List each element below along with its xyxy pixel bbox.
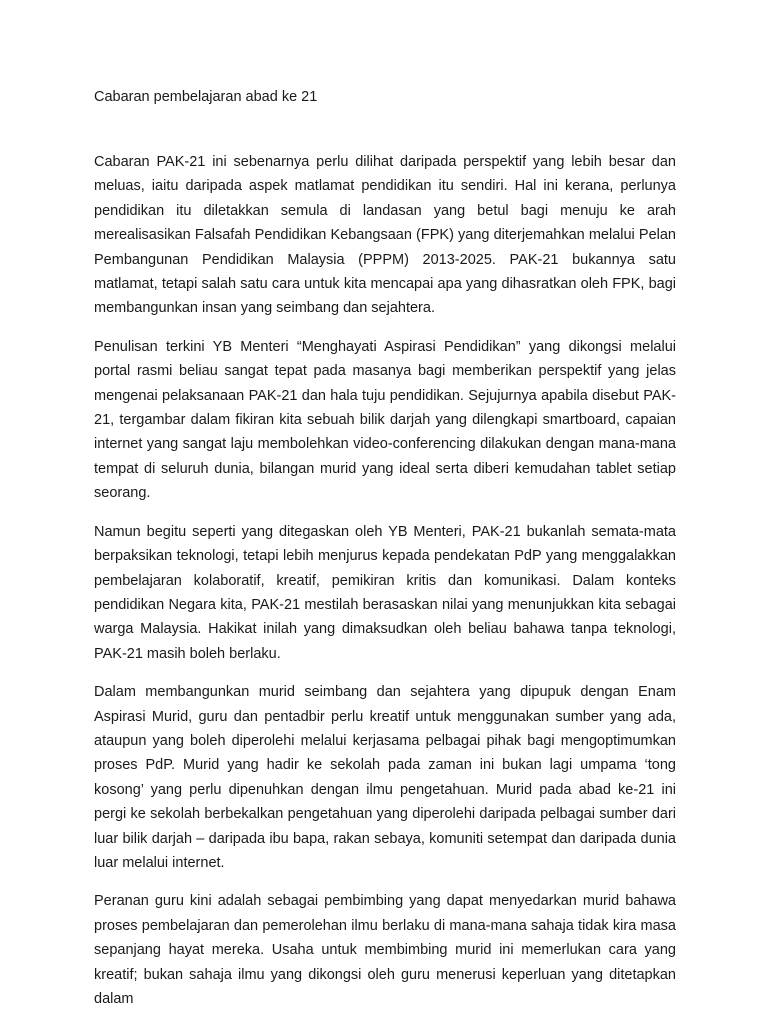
document-body xyxy=(94,150,676,1025)
paragraph-4: Dalam membangunkan murid seimbang dan sejahtera yang dipupuk dengan Enam Aspirasi Murid, guru dan pentadbir perlu kreatif untuk menggunakan sumber yang ada, ataupun yang boleh diperolehi melalui kerjasama pelbagai pihak bagi mengoptimumkan proses PdP. Murid yang hadir ke sekolah pada zaman ini bukan lagi umpama ‘tong kosong’ yang perlu dipenuhkan dengan ilmu pengetahuan. Murid pada abad ke-21 ini pergi ke sekolah berbekalkan pengetahuan yang diperolehi daripada pelbagai sumber dari luar bilik darjah – daripada ibu bapa, rakan sebaya, komuniti setempat dan daripada dunia luar melalui internet. xyxy=(94,684,676,871)
paragraph-3: Namun begitu seperti yang ditegaskan oleh YB Menteri, PAK-21 bukanlah semata-mata berpaksikan teknologi, tetapi lebih menjurus kepada pendekatan PdP yang menggalakkan pembelajaran kolaboratif, kreatif, pemikiran kritis dan komunikasi. Dalam konteks pendidikan Negara kita, PAK-21 mestilah berasaskan nilai yang menunjukkan kita sebagai warga Malaysia. Hakikat inilah yang dimaksudkan oleh beliau bahawa tanpa teknologi, PAK-21 masih boleh berlaku. xyxy=(94,523,676,662)
paragraph-1: Cabaran PAK-21 ini sebenarnya perlu dilihat daripada perspektif yang lebih besar dan meluas, iaitu daripada aspek matlamat pendidikan itu sendiri. Hal ini kerana, perlunya pendidikan itu diletakkan semula di landasan yang betul bagi menuju ke arah merealisasikan Falsafah Pendidikan Kebangsaan (FPK) yang diterjemahkan melalui Pelan Pembangunan Pendidikan Malaysia (PPPM) 2013-2025. PAK-21 bukannya satu matlamat, tetapi salah satu cara untuk kita mencapai apa yang dihasratkan oleh FPK, bagi membangunkan insan yang seimbang dan sejahtera. xyxy=(94,154,676,317)
paragraph-5: Peranan guru kini adalah sebagai pembimbing yang dapat menyedarkan murid bahawa proses pembelajaran dan pemerolehan ilmu berlaku di mana-mana sahaja tidak kira masa sepanjang hayat mereka. Usaha untuk membimbing murid ini memerlukan cara yang kreatif; bukan sahaja ilmu yang dikongsi oleh guru menerusi keperluan yang ditetapkan dalam xyxy=(94,893,676,1007)
paragraph-2: Penulisan terkini YB Menteri “Menghayati Aspirasi Pendidikan” yang dikongsi melalui portal rasmi beliau sangat tepat pada masanya bagi memberikan perspektif yang jelas mengenai pelaksanaan PAK-21 dan hala tuju pendidikan. Sejujurnya apabila disebut PAK-21, tergambar dalam fikiran kita sebuah bilik darjah yang dilengkapi smartboard, capaian internet yang sangat laju membolehkan video-conferencing dilakukan dengan mana-mana tempat di seluruh dunia, bilangan murid yang ideal serta diberi kemudahan tablet setiap seorang. xyxy=(94,338,676,502)
document-title: Cabaran pembelajaran abad ke 21 xyxy=(94,89,318,105)
